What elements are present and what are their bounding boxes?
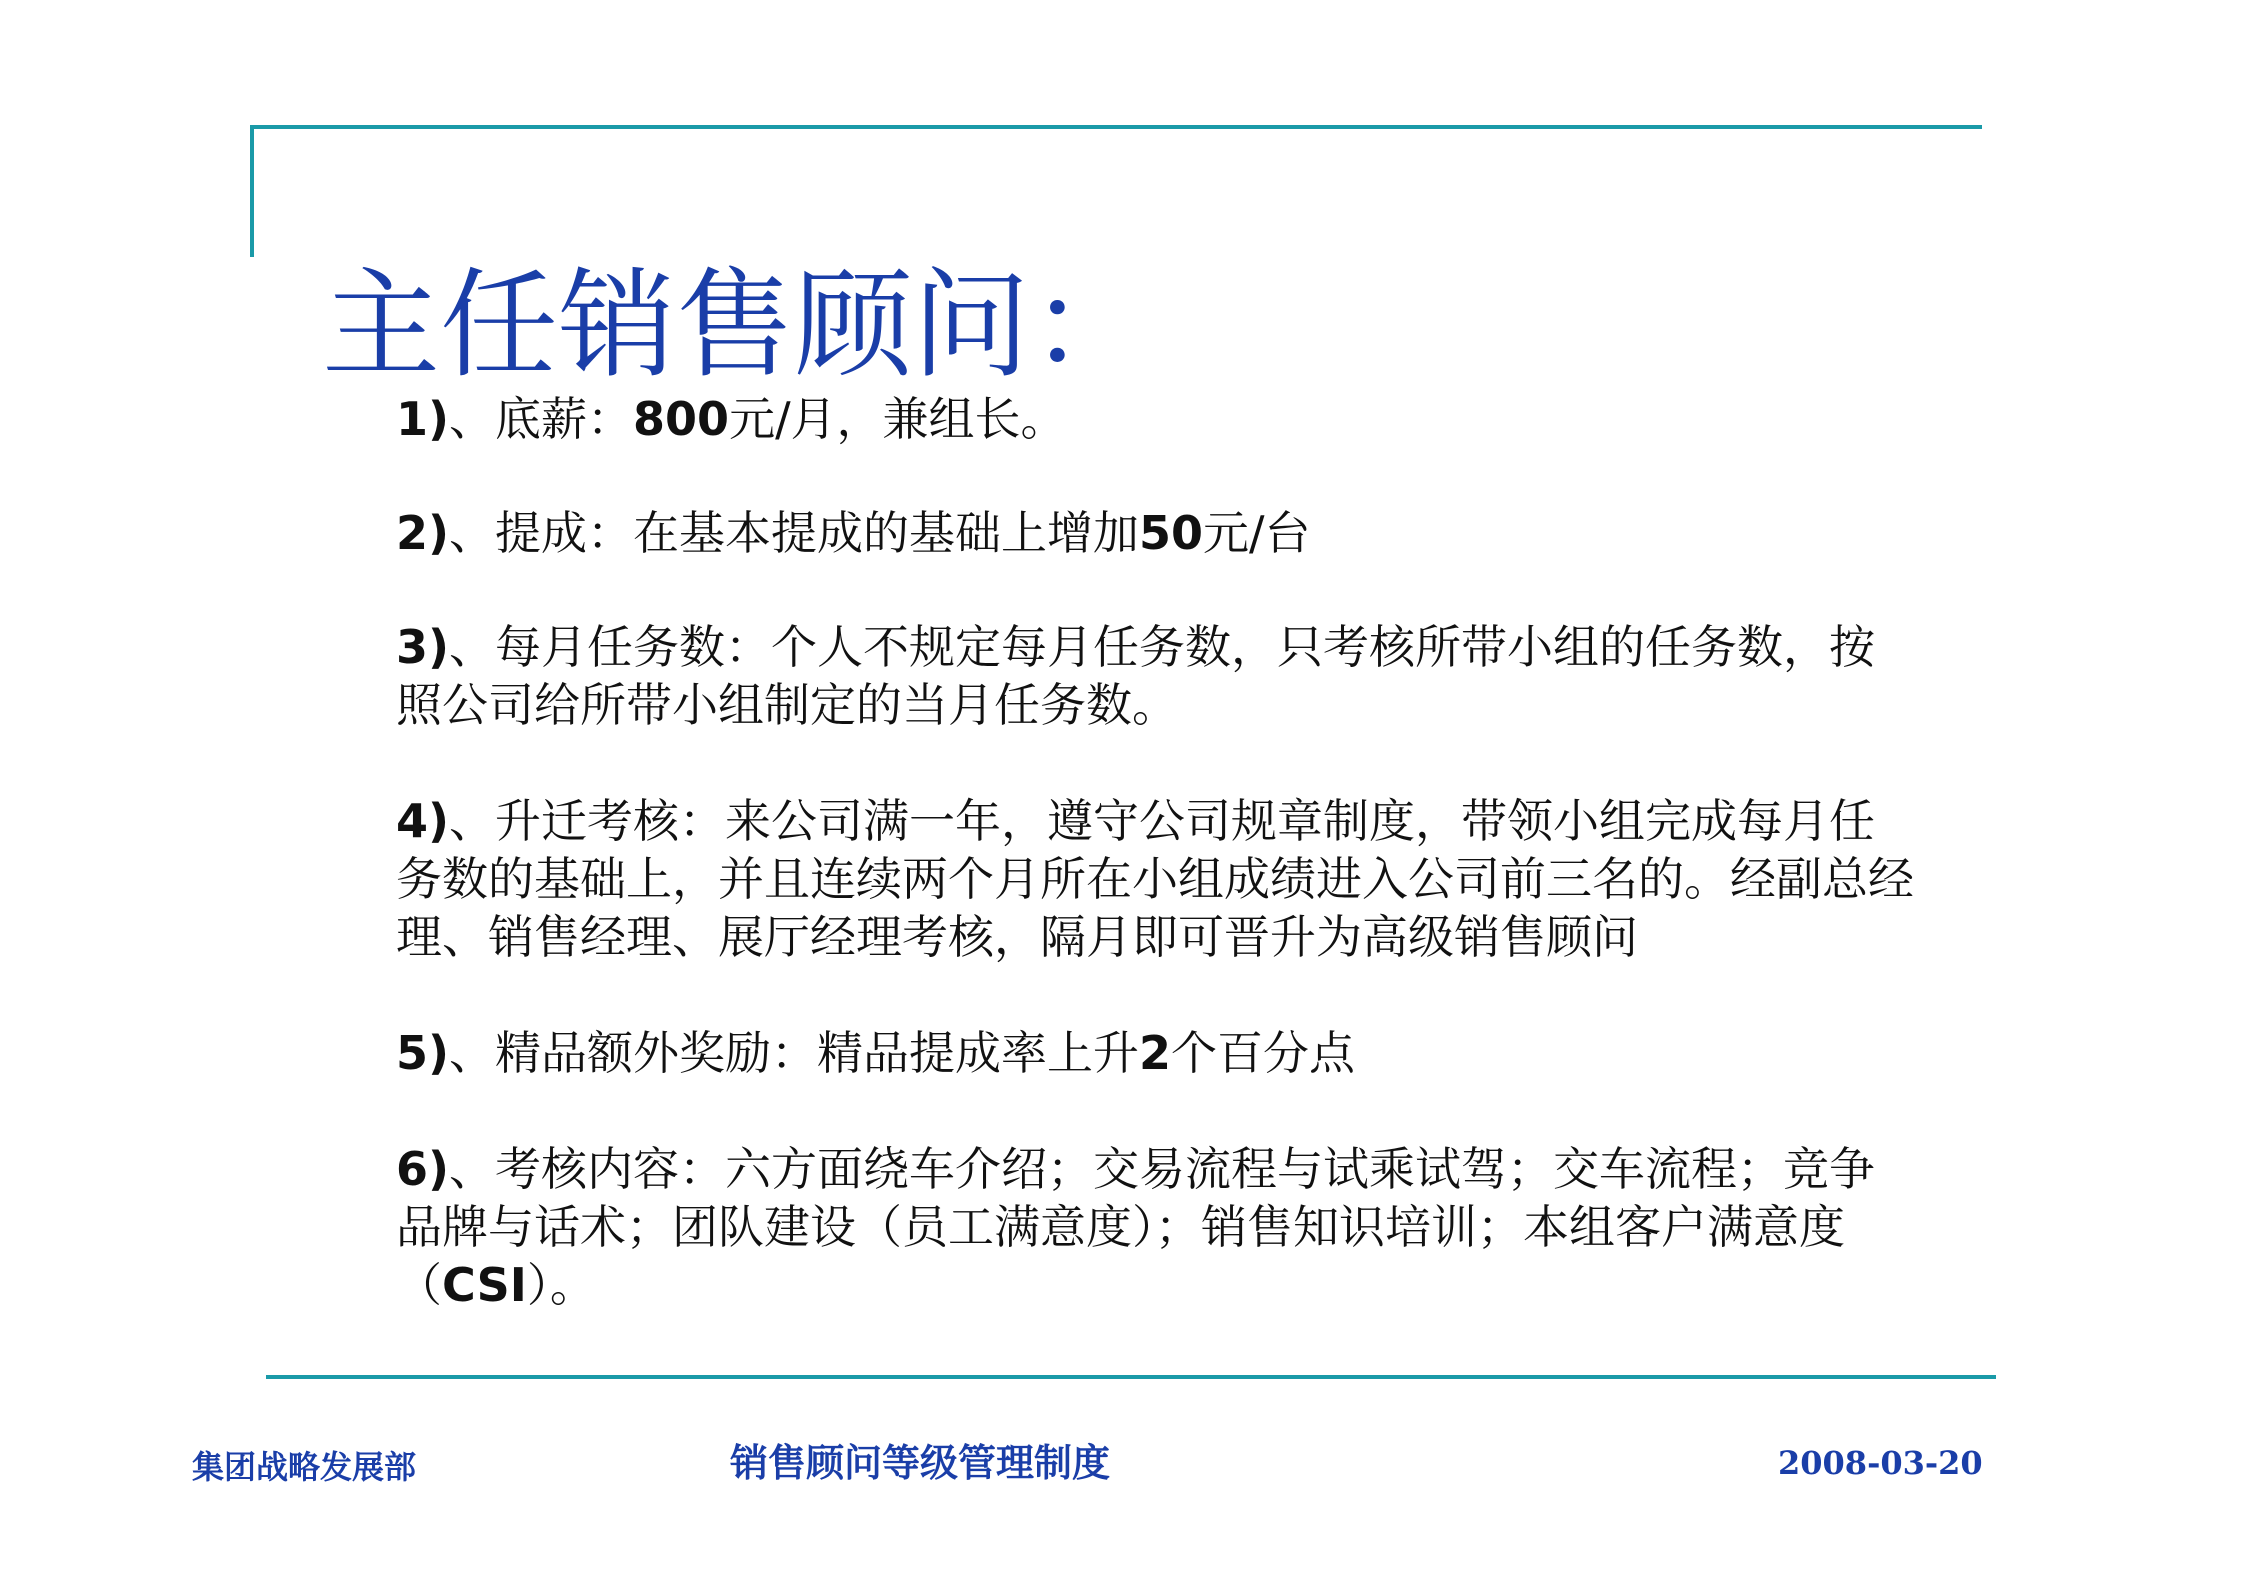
- item-text: 、精品额外奖励：精品提成率上升2个百分点: [449, 1026, 1356, 1080]
- item-text: 、每月任务数：个人不规定每月任务数，只考核所带小组的任务数，按照公司给所带小组制定的当月任务数。: [396, 620, 1876, 732]
- item-number: 5): [396, 1026, 450, 1080]
- footer-department: 集团战略发展部: [192, 1448, 417, 1486]
- top-rule: [250, 125, 1982, 129]
- list-item: [396, 1024, 1916, 1082]
- item-number: 4): [396, 794, 450, 848]
- slide-title: 主任销售顾问：: [322, 256, 1149, 394]
- list-item: [396, 390, 1916, 448]
- list-item: [396, 618, 1916, 734]
- footer-document-title: 销售顾问等级管理制度: [730, 1441, 1111, 1485]
- item-text: 、底薪：800元/月，兼组长。: [449, 392, 1067, 446]
- item-number: 6): [396, 1142, 450, 1196]
- item-list: [396, 390, 1916, 1372]
- item-number: 2): [396, 506, 450, 560]
- item-text: 、提成：在基本提成的基础上增加50元/台: [449, 506, 1311, 560]
- footer-date: 2008-03-20: [1778, 1444, 1983, 1482]
- bottom-rule: [266, 1375, 1996, 1379]
- list-item: [396, 792, 1916, 966]
- item-number: 1): [396, 392, 450, 446]
- left-rule: [250, 125, 254, 257]
- item-number: 3): [396, 620, 450, 674]
- list-item: [396, 1140, 1916, 1314]
- item-text: 、升迁考核：来公司满一年，遵守公司规章制度，带领小组完成每月任务数的基础上，并且连续两个月所在小组成绩进入公司前三名的。经副总经理、销售经理、展厅经理考核，隔月即可晋升为高级销售顾问: [396, 794, 1914, 964]
- list-item: [396, 504, 1916, 562]
- item-text: 、考核内容：六方面绕车介绍；交易流程与试乘试驾；交车流程；竞争品牌与话术；团队建设（员工满意度）；销售知识培训；本组客户满意度（CSI）。: [396, 1142, 1876, 1312]
